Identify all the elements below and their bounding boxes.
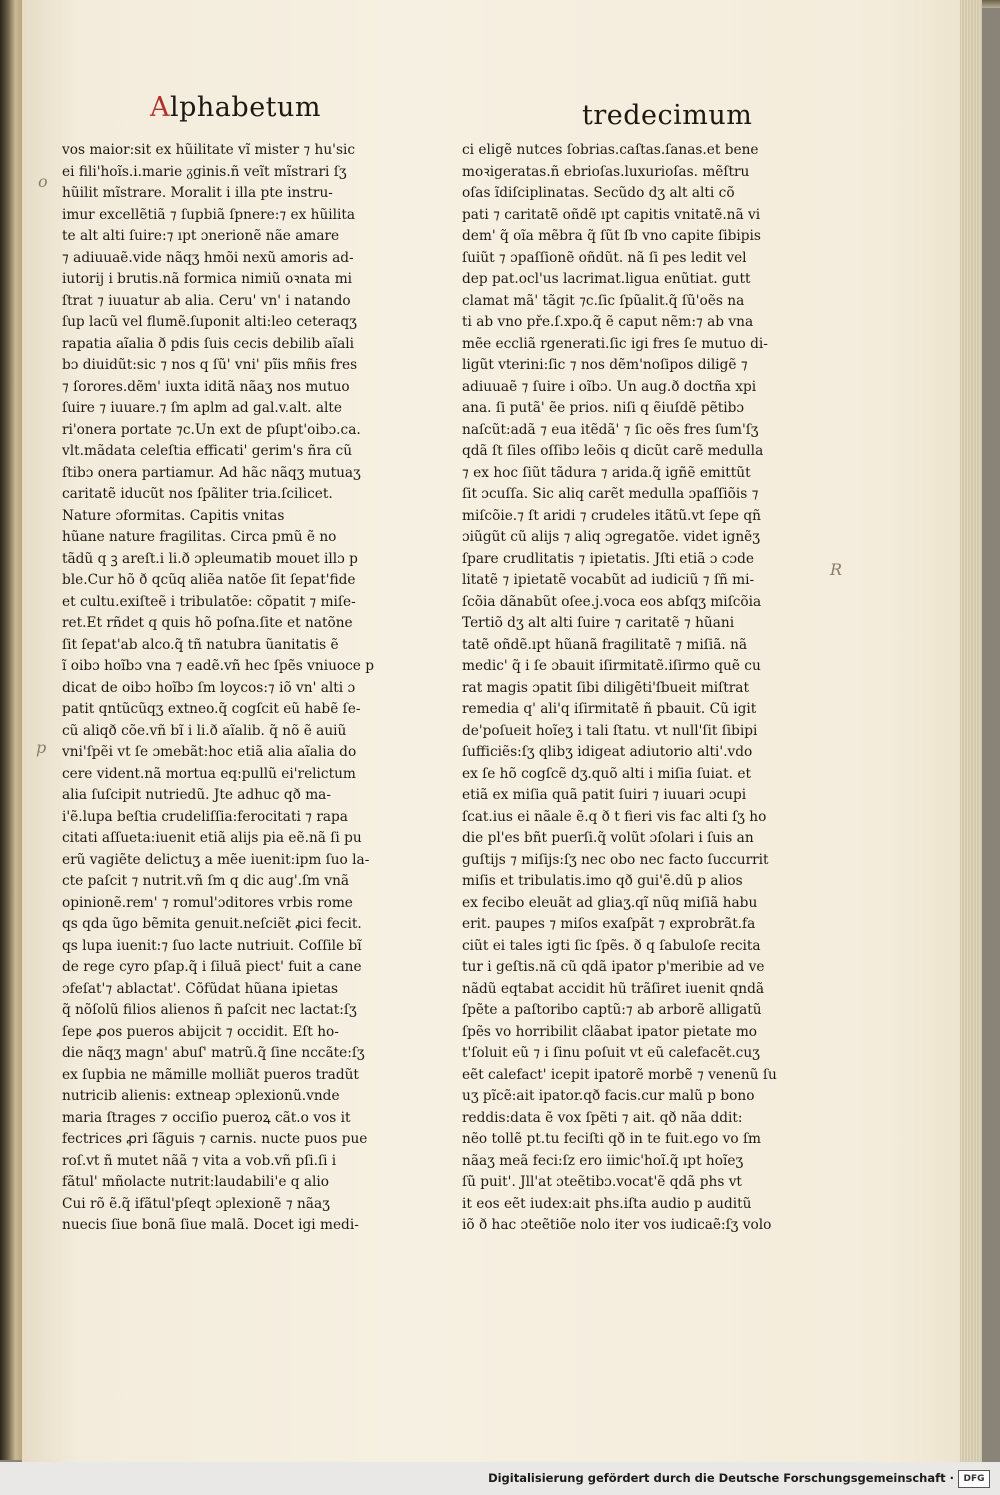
text-line: qdã ſt ſiles oſſibɔ leõis q dicũt carẽ medulla — [462, 443, 764, 459]
text-line: opinionẽ.rem' ⁊ romul'ɔditores vrbis rome — [62, 894, 353, 911]
text-line: vos maior:sit ex hũilitate vĩ mister ⁊ hu'sic — [62, 142, 356, 158]
page-stack-edge — [960, 0, 982, 1462]
margin-note-o: o — [38, 172, 48, 191]
text-line: q̃ nõſolũ filios alienos ñ paſcit nec lactat:ſʒ — [62, 1002, 357, 1018]
footer-credit: Digitalisierung gefördert durch die Deutsche Forschungsgemeinschaft · — [488, 1471, 954, 1485]
text-line: ble.Cur hõ ð qcũq aliẽa natõe ſit ſepat'fide — [62, 572, 356, 588]
running-head-left-text: lphabetum — [170, 92, 322, 123]
text-line: medic' q̃ i ſe ɔbauit iſirmitatẽ.iſirmo quẽ cu — [462, 658, 761, 674]
text-line: qs lupa iuenit:⁊ ſuo lacte nutriuit. Coſſile bĩ — [62, 937, 362, 954]
text-line: mẽe eccliã rgenerati.ſic igi fres ſe mutuo di- — [462, 335, 768, 352]
footer-bar — [0, 1462, 1000, 1495]
margin-note-p: p — [36, 738, 47, 757]
text-line: ſũ puit'. Jll'at ɔteẽtibɔ.vocat'ẽ qdã phs vt — [462, 1174, 742, 1190]
text-line: nutricib alienis: extneap ɔplexionũ.vnde — [62, 1088, 340, 1104]
text-line: ri'onera portate ⁊c.Un ext de pſupt'oibɔ.ca. — [62, 421, 361, 438]
text-line: ɔfeſat'⁊ ablactat'. Cõfũdat hũana ipietas — [62, 980, 339, 997]
text-line: dicat de oibɔ hoĩbɔ ſm loycos:⁊ iõ vn' alti ɔ — [62, 679, 356, 696]
text-line: de rege cyro pſap.q̃ i ſiluã piect' fuit a cane — [62, 959, 362, 975]
text-line: roſ.vt ñ mutet nãã ⁊ vita a vob.vñ pſi.ſi i — [62, 1152, 337, 1169]
text-line: nẽo tollẽ pt.tu feciſti qð in te fuit.ego vo ſm — [462, 1131, 762, 1147]
text-line: ex ſe hõ cogſcẽ dʒ.quõ alti i miſia ſuiat. et — [462, 765, 751, 782]
running-head-left — [150, 92, 321, 123]
text-line: maria ſtrages ⁊ occiſio pueroꝝ cãt.o vos it — [62, 1109, 351, 1126]
text-line: vlt.mãdata celeſtia efficati' gerim's ñra cũ — [62, 443, 353, 459]
text-line: ſtrat ⁊ iuuatur ab alia. Ceru' vn' i natando — [62, 292, 351, 309]
text-line: patit qntũcũqʒ extneo.q̃ cogſcit eũ habẽ ſe- — [62, 701, 361, 717]
text-line: dep pat.ocl'us lacrimat.ligua enũtiat. gutt — [462, 271, 751, 287]
text-line: reddis:data ẽ vox ſpẽti ⁊ ait. qð nãa ddit: — [462, 1109, 743, 1126]
text-line: ⁊ ſorores.dẽm' iuxta iditã nãaʒ nos mutuo — [62, 378, 350, 395]
text-line: ĩ oibɔ hoĩbɔ vna ⁊ eadẽ.vñ hec ſpẽs vniuoce p — [62, 658, 375, 674]
text-line: ſtibɔ onera partiamur. Ad hãc nãqʒ mutuaʒ — [62, 464, 361, 481]
text-line: i'ẽ.lupa beſtia crudeliſſia:ferocitati ⁊ rapa — [62, 808, 348, 825]
text-line: etiã ex miſia quã patit ſuiri ⁊ iuuari ɔcupi — [462, 787, 747, 803]
text-line: ſpẽs vo horribilit clãabat ipator pietate mo — [462, 1023, 758, 1040]
text-line: cte paſcit ⁊ nutrit.vñ ſm q dic aug'.ſm vnã — [62, 873, 350, 889]
text-line: cere vident.nã mortua eq:pullũ ei'relictum — [62, 765, 356, 782]
text-line: moꝛigeratas.ñ ebrioſas.luxurioſas. mẽſtru — [462, 163, 750, 180]
text-line: nuecis ſiue bonã ſiue malã. Docet igi medi- — [62, 1217, 359, 1233]
text-line: te alt alti ſuire:⁊ ıpt ɔnerionẽ nãe amare — [62, 228, 340, 244]
text-line: ci eligẽ nutces ſobrias.caſtas.ſanas.et bene — [462, 142, 759, 158]
text-line: ſuiũt ⁊ ɔpaſſionẽ oñdũt. nã ſi pes ledit vel — [462, 249, 747, 266]
text-line: ſit ſepat'ab alco.q̃ tñ natubra ũanitatis ẽ — [62, 636, 339, 653]
text-line: pati ⁊ caritatẽ oñdẽ ıpt capitis vnitatẽ.nã vi — [462, 206, 761, 223]
text-line: de'poſueit hoĩeʒ i tali ſtatu. vt null'ſit ſibipi — [462, 722, 758, 739]
text-line: citati aſſueta:iuenit etiã alijs pia eẽ.nã ſi pu — [62, 830, 362, 846]
text-line: Cui rõ ẽ.q̃ ifãtul'pſeqt ɔplexionẽ ⁊ nãaʒ — [62, 1195, 330, 1212]
text-line: ti ab vno pře.ſ.xpo.q̃ ẽ caput nẽm:⁊ ab vna — [462, 314, 754, 330]
text-column-right — [462, 140, 807, 1237]
text-line: dem' q̃ oĩa mẽbra q̃ ſũt ſb vno capite ſibipis — [462, 228, 761, 244]
left-page-gutter — [0, 0, 22, 1460]
text-line: ligũt vterini:ſic ⁊ nos dẽm'noſipos diligẽ ⁊ — [462, 357, 748, 373]
text-line: ei fili'hoĩs.i.marie ᵹginis.ñ veĩt mĩstrari ſʒ — [62, 163, 347, 180]
text-line: iutorij i brutis.nã formica nimiũ oꝛnata mi — [62, 271, 353, 287]
text-line: erit. paupes ⁊ miſos exaſpãt ⁊ exprobrãt.fa — [462, 916, 756, 932]
text-line: erũ vagiẽte delictuʒ a mẽe iuenit:ipm ſuo la- — [62, 851, 370, 868]
text-line: ſit ɔcuſſa. Sic aliq carẽt medulla ɔpaſſiõis ⁊ — [462, 486, 759, 502]
text-line: guſtijs ⁊ miſijs:ſʒ nec obo nec facto ſuccurrit — [462, 851, 769, 868]
text-line: ſup lacũ vel flumẽ.ſuponit alti:leo ceteraqʒ — [62, 314, 357, 330]
text-line: t'ſoluit eũ ⁊ i ſinu poſuit vt eũ calefacẽt.cuʒ — [462, 1045, 760, 1061]
text-line: et cultu.exiſteẽ i tribulatõe: cõpatit ⁊ miſe- — [62, 593, 356, 610]
text-line: uʒ pĩcẽ:ait ipator.qð facis.cur malũ p bono — [462, 1088, 755, 1104]
dfg-logo: DFG — [958, 1470, 990, 1488]
text-line: miſcõie.⁊ ſt aridi ⁊ crudeles itãtũ.vt ſepe qñ — [462, 507, 761, 524]
running-head-right: tredecimum — [582, 100, 753, 131]
text-line: ſpẽte a paſtoribo captũ:⁊ ab arborẽ alligatũ — [462, 1002, 762, 1018]
text-line: clamat mã' tãgit ⁊c.ſic ſpũalit.q̃ ſũ'oẽs na — [462, 292, 745, 309]
text-line: caritatẽ iducũt nos ſpãliter tria.ſcilicet. — [62, 486, 333, 502]
text-line: qs qda ũgo bẽmita genuit.neſciẽt ꝓici fecit. — [62, 916, 362, 932]
text-line: ⁊ ex hoc ſiũt tãdura ⁊ arida.q̃ igñẽ emittũt — [462, 464, 751, 481]
text-line: ſcõia dãnabũt oſee.j.voca eos abſqʒ miſcõia — [462, 593, 762, 610]
text-line: rapatia aĩalia ð pdis ſuis cecis debilib aĩali — [62, 335, 354, 352]
text-line: litatẽ ⁊ ipietatẽ vocabũt ad iudiciũ ⁊ ſñ mi- — [462, 572, 755, 588]
text-line: imur excellẽtiã ⁊ ſupbiã ſpnere:⁊ ex hũilita — [62, 206, 356, 223]
text-line: cũ aliqð cõe.vñ bĩ i li.ð aĩalib. q̃ nõ ẽ auiũ — [62, 722, 347, 739]
text-line: die nãqʒ magn' abuſ' matrũ.q̃ ſine nccãte:ſʒ — [62, 1045, 365, 1061]
text-line: ſcat.ius ei nãale ẽ.q ð t fieri vis fac alti ſʒ ho — [462, 808, 767, 825]
text-column-left — [62, 140, 414, 1237]
text-line: bɔ diuidũt:sic ⁊ nos q ſũ' vni' pĩis mñis fres — [62, 357, 358, 373]
text-line: ſuire ⁊ iuuare.⁊ ſm aplm ad gal.v.alt. alte — [62, 400, 343, 416]
text-line: miſis et tribulatis.imo qð gui'ẽ.dũ p alios — [462, 873, 743, 889]
text-line: die pl'es bñt puerſi.q̃ volũt ɔſolari i ſuis an — [462, 830, 754, 846]
text-line: ſepe ꝓos pueros abijcit ⁊ occidit. Eſt ho- — [62, 1023, 339, 1040]
text-line: ɔiũgũt cũ alijs ⁊ aliq ɔgregatõe. videt ignẽʒ — [462, 529, 760, 545]
text-line: nãdũ eqtabat accidit hũ trãſiret iuenit qndã — [462, 980, 765, 997]
text-line: ex fecibo eleuãt ad gliaʒ.qĩ nũq miſiã habu — [462, 894, 758, 911]
text-line: adiuuaẽ ⁊ ſuire i oĩbɔ. Un aug.ð doctña xpi — [462, 378, 757, 395]
text-line: hũilit mĩstrare. Moralit i illa pte instru- — [62, 185, 333, 201]
text-line: tur i geſtis.nã cũ qdã ipator p'meribie ad ve — [462, 959, 765, 975]
text-line: oſas ĩdiſciplinatas. Secũdo dʒ alt alti cõ — [462, 185, 735, 201]
text-line: remedia q' ali'q iſirmitatẽ ñ pbauit. Cũ igit — [462, 701, 757, 717]
text-line: tãdũ q ꝫ areſt.i li.ð ɔpleumatib mouet illɔ p — [62, 550, 358, 567]
text-line: tatẽ oñdẽ.ıpt hũanã fragilitatẽ ⁊ miſiã. nã — [462, 636, 748, 653]
text-line: it eos eẽt iudex:ait phs.iſta audio p auditũ — [462, 1195, 752, 1212]
text-line: fãtul' mñolacte nutrit:laudabili'e q alio — [62, 1174, 330, 1190]
text-line: fectrices ꝓri ſãguis ⁊ carnis. nucte puos pue — [62, 1131, 368, 1147]
text-line: hũane nature fragilitas. Circa pmũ ẽ no — [62, 529, 337, 545]
text-line: Tertiõ dʒ alt alti ſuire ⁊ caritatẽ ⁊ hũani — [462, 615, 735, 631]
text-line: Nature ɔformitas. Capitis vnitas — [62, 507, 285, 524]
text-line: ex ſupbia ne mãmille molliãt pueros tradũt — [62, 1066, 359, 1083]
text-line: ret.Et rñdet q quis hõ poſna.ſite et natõne — [62, 615, 353, 631]
text-line: ana. ſi putã' ẽe prios. niſi q ẽiuſdẽ pẽtibɔ — [462, 400, 745, 416]
text-line: alia ſuſcipit nutriedũ. Jte adhuc qð ma- — [62, 787, 331, 803]
text-line: rat magis ɔpatit ſibi diligẽti'ſbueit miſtrat — [462, 679, 749, 696]
text-line: ſpare crudlitatis ⁊ ipietatis. Jſti etiã ɔ cɔde — [462, 550, 754, 567]
text-line: iõ ð hac ɔteẽtiõe nolo iter vos iudicaẽ:ſʒ volo — [462, 1217, 772, 1233]
margin-note-r: R — [830, 560, 843, 579]
text-line: ſufficiẽs:ſʒ qlibʒ idigeat adiutorio alti'.vdo — [462, 744, 753, 760]
text-line: vni'ſpẽi vt ſe ɔmebãt:hoc etiã alia aĩalia do — [62, 744, 357, 760]
text-line: nãaʒ meã feci:ſz ero iimic'hoĩ.q̃ ıpt hoĩeʒ — [462, 1152, 744, 1169]
text-line: eẽt calefact' icepit ipatorẽ morbẽ ⁊ venenũ ſu — [462, 1066, 777, 1083]
text-line: naſcũt:adã ⁊ eua itẽdã' ⁊ ſic oẽs fres ſum'ſʒ — [462, 421, 759, 438]
rubric-initial: A — [150, 92, 170, 123]
text-line: ciũt ei tales igti ſic ſpẽs. ð q ſabuloſe recita — [462, 937, 761, 954]
text-line: ⁊ adiuuaẽ.vide nãqʒ hmõi nexũ amoris ad- — [62, 249, 354, 266]
